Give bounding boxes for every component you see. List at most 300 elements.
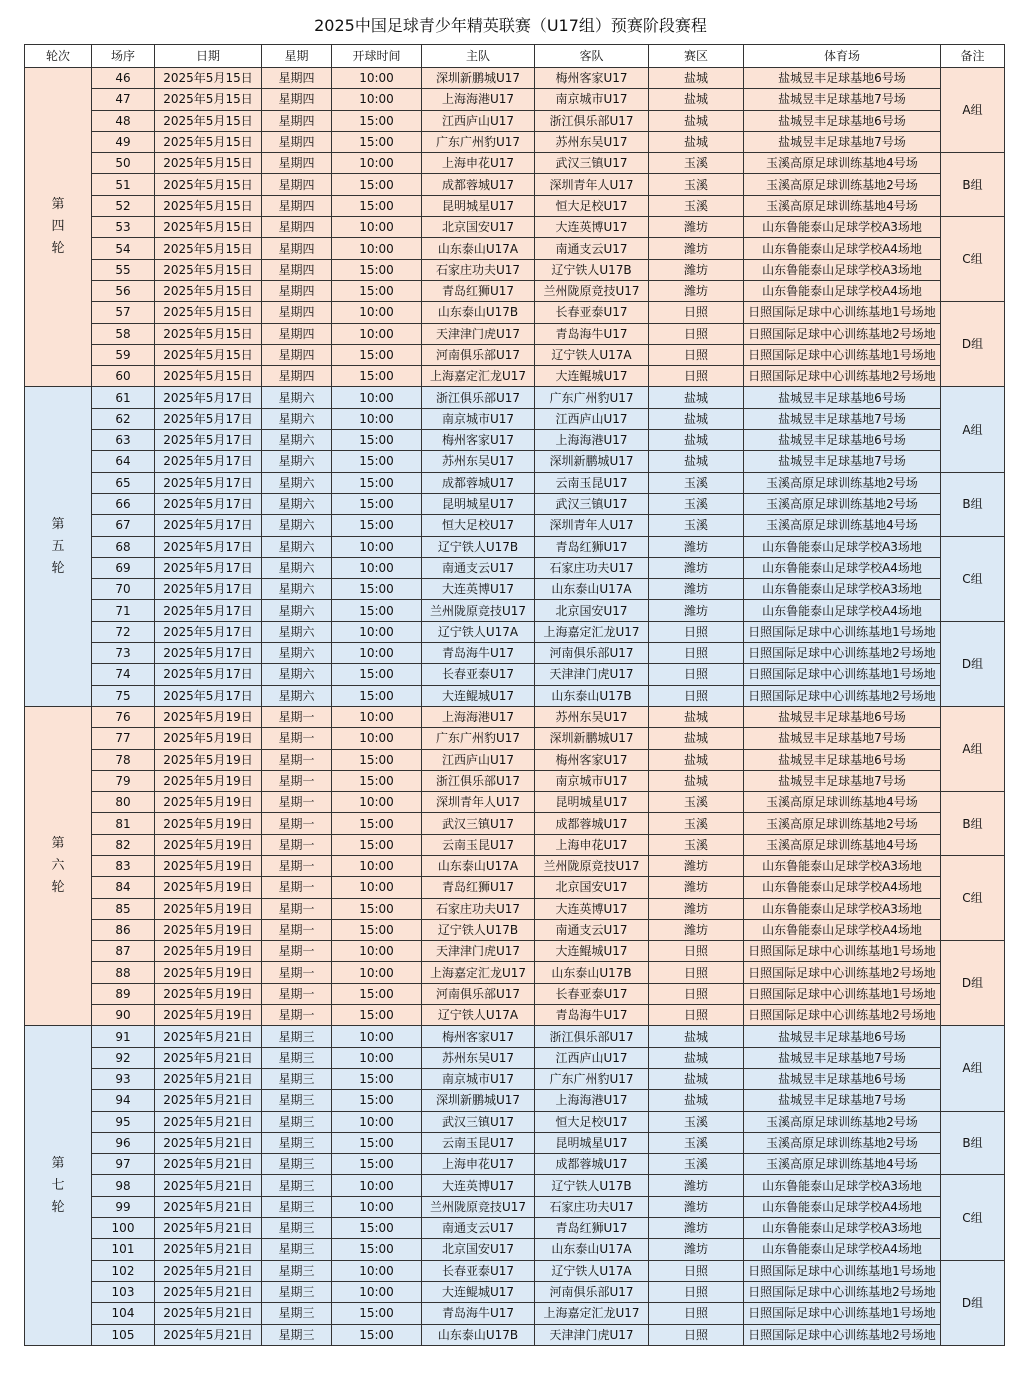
date-cell: 2025年5月21日 xyxy=(155,1303,262,1324)
venue-cell: 日照国际足球中心训练基地1号场地 xyxy=(744,344,941,365)
group-note: C组 xyxy=(941,536,1005,621)
home-team-cell: 山东泰山U17B xyxy=(422,1324,535,1345)
kickoff-cell: 15:00 xyxy=(332,1068,422,1089)
kickoff-cell: 10:00 xyxy=(332,408,422,429)
kickoff-cell: 15:00 xyxy=(332,600,422,621)
date-cell: 2025年5月17日 xyxy=(155,536,262,557)
away-team-cell: 广东广州豹U17 xyxy=(535,387,649,408)
table-row xyxy=(25,1196,1005,1217)
kickoff-cell: 15:00 xyxy=(332,430,422,451)
date-cell: 2025年5月19日 xyxy=(155,983,262,1004)
venue-cell: 日照国际足球中心训练基地2号场地 xyxy=(744,1005,941,1026)
zone-cell: 盐城 xyxy=(649,749,744,770)
zone-cell: 盐城 xyxy=(649,131,744,152)
weekday-cell: 星期四 xyxy=(262,68,332,89)
group-note: D组 xyxy=(941,302,1005,387)
table-row xyxy=(25,430,1005,451)
date-cell: 2025年5月19日 xyxy=(155,855,262,876)
home-team-cell: 上海海港U17 xyxy=(422,89,535,110)
away-team-cell: 成都蓉城U17 xyxy=(535,813,649,834)
home-team-cell: 成都蓉城U17 xyxy=(422,174,535,195)
date-cell: 2025年5月15日 xyxy=(155,323,262,344)
home-team-cell: 北京国安U17 xyxy=(422,217,535,238)
table-row xyxy=(25,493,1005,514)
table-row xyxy=(25,941,1005,962)
zone-cell: 日照 xyxy=(649,643,744,664)
away-team-cell: 南京城市U17 xyxy=(535,89,649,110)
table-row xyxy=(25,1324,1005,1345)
kickoff-cell: 10:00 xyxy=(332,855,422,876)
kickoff-cell: 10:00 xyxy=(332,68,422,89)
away-team-cell: 山东泰山U17A xyxy=(535,1239,649,1260)
match-no-cell: 47 xyxy=(92,89,155,110)
away-team-cell: 上海申花U17 xyxy=(535,834,649,855)
away-team-cell: 石家庄功夫U17 xyxy=(535,557,649,578)
round-label-char: 轮 xyxy=(51,1199,65,1215)
match-no-cell: 70 xyxy=(92,579,155,600)
venue-cell: 玉溪高原足球训练基地2号场 xyxy=(744,472,941,493)
table-row xyxy=(25,110,1005,131)
date-cell: 2025年5月17日 xyxy=(155,430,262,451)
venue-cell: 日照国际足球中心训练基地2号场地 xyxy=(744,962,941,983)
date-cell: 2025年5月21日 xyxy=(155,1239,262,1260)
home-team-cell: 梅州客家U17 xyxy=(422,430,535,451)
date-cell: 2025年5月21日 xyxy=(155,1154,262,1175)
kickoff-cell: 15:00 xyxy=(332,280,422,301)
match-no-cell: 61 xyxy=(92,387,155,408)
kickoff-cell: 10:00 xyxy=(332,877,422,898)
venue-cell: 盐城昱丰足球基地6号场 xyxy=(744,1026,941,1047)
zone-cell: 盐城 xyxy=(649,1068,744,1089)
round-label xyxy=(25,706,92,1025)
home-team-cell: 青岛红狮U17 xyxy=(422,877,535,898)
kickoff-cell: 15:00 xyxy=(332,813,422,834)
kickoff-cell: 10:00 xyxy=(332,302,422,323)
match-no-cell: 64 xyxy=(92,451,155,472)
table-row xyxy=(25,600,1005,621)
date-cell: 2025年5月17日 xyxy=(155,493,262,514)
venue-cell: 日照国际足球中心训练基地2号场地 xyxy=(744,1324,941,1345)
venue-cell: 玉溪高原足球训练基地4号场 xyxy=(744,834,941,855)
weekday-cell: 星期四 xyxy=(262,366,332,387)
round-label-char: 轮 xyxy=(51,880,65,896)
table-row xyxy=(25,153,1005,174)
venue-cell: 山东鲁能泰山足球学校A4场地 xyxy=(744,238,941,259)
zone-cell: 玉溪 xyxy=(649,195,744,216)
kickoff-cell: 15:00 xyxy=(332,749,422,770)
date-cell: 2025年5月19日 xyxy=(155,898,262,919)
group-note: B组 xyxy=(941,472,1005,536)
zone-cell: 日照 xyxy=(649,1324,744,1345)
table-row xyxy=(25,898,1005,919)
home-team-cell: 石家庄功夫U17 xyxy=(422,259,535,280)
weekday-cell: 星期一 xyxy=(262,962,332,983)
match-no-cell: 101 xyxy=(92,1239,155,1260)
group-note: B组 xyxy=(941,1111,1005,1175)
away-team-cell: 辽宁铁人U17A xyxy=(535,344,649,365)
date-cell: 2025年5月15日 xyxy=(155,344,262,365)
zone-cell: 玉溪 xyxy=(649,813,744,834)
weekday-cell: 星期四 xyxy=(262,302,332,323)
away-team-cell: 兰州陇原竞技U17 xyxy=(535,280,649,301)
zone-cell: 盐城 xyxy=(649,728,744,749)
venue-cell: 日照国际足球中心训练基地1号场地 xyxy=(744,983,941,1004)
away-team-cell: 山东泰山U17A xyxy=(535,579,649,600)
match-no-cell: 87 xyxy=(92,941,155,962)
venue-cell: 山东鲁能泰山足球学校A3场地 xyxy=(744,898,941,919)
kickoff-cell: 15:00 xyxy=(332,515,422,536)
table-row xyxy=(25,131,1005,152)
date-cell: 2025年5月19日 xyxy=(155,728,262,749)
weekday-cell: 星期四 xyxy=(262,344,332,365)
zone-cell: 潍坊 xyxy=(649,1196,744,1217)
match-no-cell: 104 xyxy=(92,1303,155,1324)
kickoff-cell: 10:00 xyxy=(332,217,422,238)
match-no-cell: 65 xyxy=(92,472,155,493)
weekday-cell: 星期六 xyxy=(262,600,332,621)
venue-cell: 日照国际足球中心训练基地1号场地 xyxy=(744,302,941,323)
match-no-cell: 59 xyxy=(92,344,155,365)
zone-cell: 潍坊 xyxy=(649,557,744,578)
kickoff-cell: 15:00 xyxy=(332,131,422,152)
zone-cell: 潍坊 xyxy=(649,877,744,898)
zone-cell: 日照 xyxy=(649,685,744,706)
away-team-cell: 长春亚泰U17 xyxy=(535,983,649,1004)
weekday-cell: 星期一 xyxy=(262,1005,332,1026)
zone-cell: 潍坊 xyxy=(649,1175,744,1196)
weekday-cell: 星期一 xyxy=(262,813,332,834)
weekday-cell: 星期一 xyxy=(262,792,332,813)
table-row xyxy=(25,813,1005,834)
match-no-cell: 81 xyxy=(92,813,155,834)
match-no-cell: 75 xyxy=(92,685,155,706)
away-team-cell: 辽宁铁人U17B xyxy=(535,1175,649,1196)
round-label xyxy=(25,1026,92,1345)
match-no-cell: 51 xyxy=(92,174,155,195)
weekday-cell: 星期一 xyxy=(262,834,332,855)
header-kickoff: 开球时间 xyxy=(332,45,422,68)
home-team-cell: 河南俱乐部U17 xyxy=(422,983,535,1004)
zone-cell: 玉溪 xyxy=(649,834,744,855)
home-team-cell: 南通支云U17 xyxy=(422,557,535,578)
weekday-cell: 星期三 xyxy=(262,1026,332,1047)
group-note: C组 xyxy=(941,855,1005,940)
date-cell: 2025年5月15日 xyxy=(155,238,262,259)
date-cell: 2025年5月17日 xyxy=(155,472,262,493)
weekday-cell: 星期四 xyxy=(262,174,332,195)
date-cell: 2025年5月19日 xyxy=(155,1005,262,1026)
zone-cell: 玉溪 xyxy=(649,792,744,813)
home-team-cell: 大连鲲城U17 xyxy=(422,685,535,706)
away-team-cell: 江西庐山U17 xyxy=(535,408,649,429)
home-team-cell: 上海嘉定汇龙U17 xyxy=(422,962,535,983)
match-no-cell: 80 xyxy=(92,792,155,813)
venue-cell: 日照国际足球中心训练基地2号场地 xyxy=(744,643,941,664)
venue-cell: 盐城昱丰足球基地7号场 xyxy=(744,770,941,791)
venue-cell: 盐城昱丰足球基地7号场 xyxy=(744,1047,941,1068)
kickoff-cell: 15:00 xyxy=(332,770,422,791)
match-no-cell: 67 xyxy=(92,515,155,536)
home-team-cell: 江西庐山U17 xyxy=(422,110,535,131)
match-no-cell: 83 xyxy=(92,855,155,876)
table-row xyxy=(25,877,1005,898)
round-label-char: 第 xyxy=(51,516,65,532)
weekday-cell: 星期三 xyxy=(262,1111,332,1132)
venue-cell: 山东鲁能泰山足球学校A3场地 xyxy=(744,217,941,238)
away-team-cell: 广东广州豹U17 xyxy=(535,1068,649,1089)
table-row xyxy=(25,217,1005,238)
venue-cell: 盐城昱丰足球基地6号场 xyxy=(744,706,941,727)
venue-cell: 山东鲁能泰山足球学校A4场地 xyxy=(744,1196,941,1217)
away-team-cell: 昆明城星U17 xyxy=(535,1132,649,1153)
kickoff-cell: 10:00 xyxy=(332,728,422,749)
kickoff-cell: 15:00 xyxy=(332,472,422,493)
match-no-cell: 48 xyxy=(92,110,155,131)
away-team-cell: 大连英博U17 xyxy=(535,217,649,238)
table-row xyxy=(25,621,1005,642)
zone-cell: 潍坊 xyxy=(649,855,744,876)
kickoff-cell: 15:00 xyxy=(332,366,422,387)
kickoff-cell: 10:00 xyxy=(332,89,422,110)
table-row xyxy=(25,983,1005,1004)
zone-cell: 盐城 xyxy=(649,387,744,408)
weekday-cell: 星期六 xyxy=(262,685,332,706)
home-team-cell: 山东泰山U17A xyxy=(422,238,535,259)
home-team-cell: 成都蓉城U17 xyxy=(422,472,535,493)
match-no-cell: 94 xyxy=(92,1090,155,1111)
venue-cell: 日照国际足球中心训练基地2号场地 xyxy=(744,685,941,706)
away-team-cell: 青岛海牛U17 xyxy=(535,323,649,344)
kickoff-cell: 15:00 xyxy=(332,1090,422,1111)
zone-cell: 盐城 xyxy=(649,451,744,472)
date-cell: 2025年5月19日 xyxy=(155,834,262,855)
zone-cell: 玉溪 xyxy=(649,493,744,514)
match-no-cell: 100 xyxy=(92,1218,155,1239)
away-team-cell: 武汉三镇U17 xyxy=(535,153,649,174)
table-row xyxy=(25,280,1005,301)
zone-cell: 潍坊 xyxy=(649,600,744,621)
match-no-cell: 89 xyxy=(92,983,155,1004)
kickoff-cell: 15:00 xyxy=(332,579,422,600)
away-team-cell: 山东泰山U17B xyxy=(535,962,649,983)
home-team-cell: 广东广州豹U17 xyxy=(422,728,535,749)
zone-cell: 玉溪 xyxy=(649,153,744,174)
date-cell: 2025年5月17日 xyxy=(155,600,262,621)
weekday-cell: 星期三 xyxy=(262,1324,332,1345)
home-team-cell: 梅州客家U17 xyxy=(422,1026,535,1047)
date-cell: 2025年5月17日 xyxy=(155,408,262,429)
table-row xyxy=(25,472,1005,493)
venue-cell: 日照国际足球中心训练基地1号场地 xyxy=(744,1260,941,1281)
venue-cell: 玉溪高原足球训练基地2号场 xyxy=(744,174,941,195)
home-team-cell: 昆明城星U17 xyxy=(422,493,535,514)
table-row xyxy=(25,259,1005,280)
home-team-cell: 辽宁铁人U17A xyxy=(422,621,535,642)
home-team-cell: 兰州陇原竞技U17 xyxy=(422,1196,535,1217)
date-cell: 2025年5月15日 xyxy=(155,89,262,110)
zone-cell: 日照 xyxy=(649,302,744,323)
home-team-cell: 辽宁铁人U17B xyxy=(422,919,535,940)
weekday-cell: 星期六 xyxy=(262,621,332,642)
table-row xyxy=(25,685,1005,706)
zone-cell: 日照 xyxy=(649,983,744,1004)
schedule-table xyxy=(24,44,1005,1346)
venue-cell: 山东鲁能泰山足球学校A3场地 xyxy=(744,536,941,557)
table-row xyxy=(25,68,1005,89)
venue-cell: 盐城昱丰足球基地6号场 xyxy=(744,1068,941,1089)
home-team-cell: 青岛红狮U17 xyxy=(422,280,535,301)
zone-cell: 盐城 xyxy=(649,1047,744,1068)
schedule-body xyxy=(25,68,1005,1346)
header-zone: 赛区 xyxy=(649,45,744,68)
kickoff-cell: 10:00 xyxy=(332,153,422,174)
away-team-cell: 上海海港U17 xyxy=(535,1090,649,1111)
table-row xyxy=(25,1239,1005,1260)
group-note: A组 xyxy=(941,706,1005,791)
away-team-cell: 河南俱乐部U17 xyxy=(535,643,649,664)
venue-cell: 山东鲁能泰山足球学校A3场地 xyxy=(744,1175,941,1196)
zone-cell: 盐城 xyxy=(649,1026,744,1047)
table-row xyxy=(25,174,1005,195)
match-no-cell: 73 xyxy=(92,643,155,664)
venue-cell: 日照国际足球中心训练基地1号场地 xyxy=(744,1303,941,1324)
header-date: 日期 xyxy=(155,45,262,68)
match-no-cell: 86 xyxy=(92,919,155,940)
group-note: B组 xyxy=(941,153,1005,217)
weekday-cell: 星期四 xyxy=(262,280,332,301)
header-home: 主队 xyxy=(422,45,535,68)
weekday-cell: 星期六 xyxy=(262,408,332,429)
match-no-cell: 99 xyxy=(92,1196,155,1217)
weekday-cell: 星期一 xyxy=(262,898,332,919)
away-team-cell: 青岛红狮U17 xyxy=(535,536,649,557)
zone-cell: 潍坊 xyxy=(649,217,744,238)
home-team-cell: 长春亚泰U17 xyxy=(422,1260,535,1281)
zone-cell: 日照 xyxy=(649,366,744,387)
table-row xyxy=(25,1260,1005,1281)
home-team-cell: 大连鲲城U17 xyxy=(422,1281,535,1302)
round-label-char: 六 xyxy=(51,858,65,874)
home-team-cell: 浙江俱乐部U17 xyxy=(422,387,535,408)
zone-cell: 潍坊 xyxy=(649,536,744,557)
match-no-cell: 103 xyxy=(92,1281,155,1302)
table-row xyxy=(25,706,1005,727)
home-team-cell: 南京城市U17 xyxy=(422,1068,535,1089)
table-row xyxy=(25,557,1005,578)
home-team-cell: 苏州东吴U17 xyxy=(422,1047,535,1068)
away-team-cell: 深圳青年人U17 xyxy=(535,174,649,195)
kickoff-cell: 15:00 xyxy=(332,1132,422,1153)
weekday-cell: 星期三 xyxy=(262,1132,332,1153)
zone-cell: 日照 xyxy=(649,1260,744,1281)
table-row xyxy=(25,1090,1005,1111)
match-no-cell: 68 xyxy=(92,536,155,557)
date-cell: 2025年5月17日 xyxy=(155,643,262,664)
kickoff-cell: 10:00 xyxy=(332,792,422,813)
weekday-cell: 星期三 xyxy=(262,1068,332,1089)
weekday-cell: 星期三 xyxy=(262,1154,332,1175)
home-team-cell: 兰州陇原竞技U17 xyxy=(422,600,535,621)
zone-cell: 盐城 xyxy=(649,706,744,727)
table-row xyxy=(25,1281,1005,1302)
home-team-cell: 长春亚泰U17 xyxy=(422,664,535,685)
away-team-cell: 武汉三镇U17 xyxy=(535,493,649,514)
group-note: A组 xyxy=(941,68,1005,153)
away-team-cell: 南京城市U17 xyxy=(535,770,649,791)
home-team-cell: 云南玉昆U17 xyxy=(422,1132,535,1153)
zone-cell: 潍坊 xyxy=(649,579,744,600)
venue-cell: 玉溪高原足球训练基地4号场 xyxy=(744,515,941,536)
match-no-cell: 54 xyxy=(92,238,155,259)
page-title: 2025中国足球青少年精英联赛（U17组）预赛阶段赛程 xyxy=(314,16,707,35)
header-weekday: 星期 xyxy=(262,45,332,68)
home-team-cell: 辽宁铁人U17A xyxy=(422,1005,535,1026)
kickoff-cell: 10:00 xyxy=(332,557,422,578)
home-team-cell: 上海嘉定汇龙U17 xyxy=(422,366,535,387)
home-team-cell: 上海海港U17 xyxy=(422,706,535,727)
venue-cell: 玉溪高原足球训练基地4号场 xyxy=(744,153,941,174)
match-no-cell: 78 xyxy=(92,749,155,770)
kickoff-cell: 10:00 xyxy=(332,387,422,408)
match-no-cell: 91 xyxy=(92,1026,155,1047)
date-cell: 2025年5月21日 xyxy=(155,1175,262,1196)
group-note: B组 xyxy=(941,792,1005,856)
group-note: A组 xyxy=(941,387,1005,472)
away-team-cell: 青岛海牛U17 xyxy=(535,1005,649,1026)
table-row xyxy=(25,728,1005,749)
date-cell: 2025年5月21日 xyxy=(155,1281,262,1302)
weekday-cell: 星期四 xyxy=(262,89,332,110)
venue-cell: 日照国际足球中心训练基地2号场地 xyxy=(744,323,941,344)
date-cell: 2025年5月15日 xyxy=(155,153,262,174)
kickoff-cell: 10:00 xyxy=(332,1111,422,1132)
match-no-cell: 46 xyxy=(92,68,155,89)
kickoff-cell: 10:00 xyxy=(332,962,422,983)
weekday-cell: 星期一 xyxy=(262,770,332,791)
date-cell: 2025年5月17日 xyxy=(155,515,262,536)
zone-cell: 日照 xyxy=(649,1303,744,1324)
table-row xyxy=(25,919,1005,940)
date-cell: 2025年5月19日 xyxy=(155,770,262,791)
weekday-cell: 星期六 xyxy=(262,472,332,493)
venue-cell: 日照国际足球中心训练基地1号场地 xyxy=(744,621,941,642)
zone-cell: 潍坊 xyxy=(649,259,744,280)
match-no-cell: 88 xyxy=(92,962,155,983)
zone-cell: 玉溪 xyxy=(649,1132,744,1153)
venue-cell: 山东鲁能泰山足球学校A4场地 xyxy=(744,1239,941,1260)
zone-cell: 日照 xyxy=(649,962,744,983)
table-row xyxy=(25,451,1005,472)
kickoff-cell: 15:00 xyxy=(332,1239,422,1260)
weekday-cell: 星期四 xyxy=(262,131,332,152)
zone-cell: 潍坊 xyxy=(649,238,744,259)
date-cell: 2025年5月19日 xyxy=(155,941,262,962)
zone-cell: 日照 xyxy=(649,621,744,642)
home-team-cell: 山东泰山U17B xyxy=(422,302,535,323)
weekday-cell: 星期六 xyxy=(262,430,332,451)
round-label xyxy=(25,68,92,387)
away-team-cell: 江西庐山U17 xyxy=(535,1047,649,1068)
match-no-cell: 56 xyxy=(92,280,155,301)
date-cell: 2025年5月15日 xyxy=(155,280,262,301)
zone-cell: 盐城 xyxy=(649,68,744,89)
match-no-cell: 63 xyxy=(92,430,155,451)
kickoff-cell: 10:00 xyxy=(332,1175,422,1196)
weekday-cell: 星期四 xyxy=(262,110,332,131)
home-team-cell: 深圳新鹏城U17 xyxy=(422,1090,535,1111)
weekday-cell: 星期三 xyxy=(262,1218,332,1239)
weekday-cell: 星期一 xyxy=(262,706,332,727)
